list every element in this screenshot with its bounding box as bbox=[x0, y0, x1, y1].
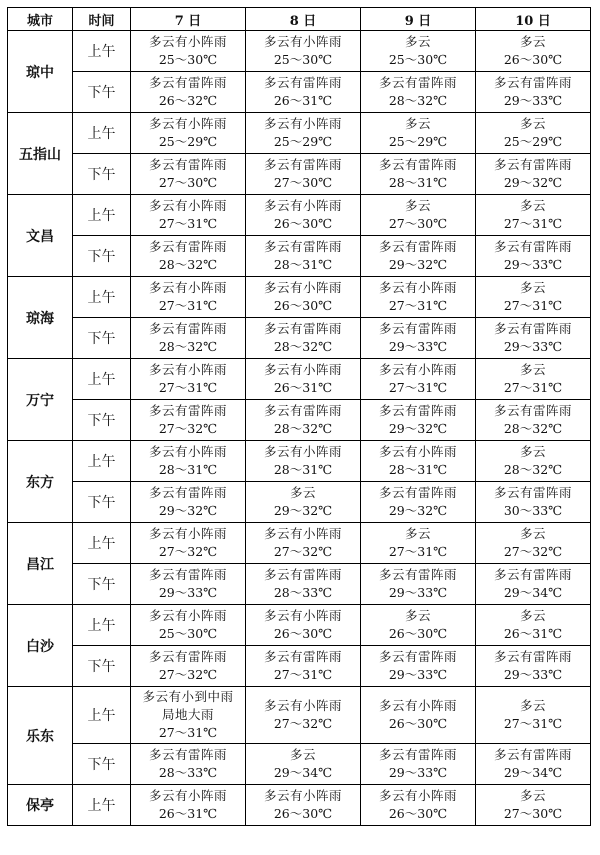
weather-condition: 多云有雷阵雨 bbox=[493, 157, 572, 172]
forecast-cell bbox=[131, 564, 246, 605]
temperature-range: 28～31℃ bbox=[388, 175, 448, 190]
temperature-range: 29～33℃ bbox=[158, 585, 218, 600]
forecast-cell bbox=[246, 482, 361, 523]
time-period: 下午 bbox=[73, 646, 131, 687]
temperature-range: 27～30℃ bbox=[388, 216, 448, 231]
weather-condition: 多云有雷阵雨 bbox=[263, 649, 342, 664]
weather-condition: 多云有雷阵雨 bbox=[263, 567, 342, 582]
forecast-cell bbox=[131, 646, 246, 687]
forecast-cell bbox=[246, 646, 361, 687]
temperature-range: 28～31℃ bbox=[388, 462, 448, 477]
weather-condition: 多云有雷阵雨 bbox=[493, 485, 572, 500]
weather-condition: 多云有小阵雨 bbox=[148, 444, 227, 459]
forecast-cell bbox=[246, 31, 361, 72]
forecast-cell bbox=[131, 154, 246, 195]
temperature-range: 29～33℃ bbox=[388, 585, 448, 600]
table-row bbox=[8, 482, 591, 523]
city-name: 保亭 bbox=[8, 785, 73, 826]
temperature-range: 28～32℃ bbox=[158, 339, 218, 354]
forecast-cell bbox=[476, 482, 591, 523]
header-day-7: 7 日 bbox=[131, 8, 246, 31]
table-row bbox=[8, 72, 591, 113]
weather-condition: 多云有小阵雨 bbox=[263, 444, 342, 459]
forecast-cell bbox=[476, 785, 591, 826]
weather-condition: 多云有小阵雨 bbox=[148, 362, 227, 377]
time-period: 上午 bbox=[73, 31, 131, 72]
weather-condition: 多云有小阵雨 bbox=[263, 526, 342, 541]
weather-condition: 多云 bbox=[404, 608, 431, 623]
temperature-range: 29～32℃ bbox=[158, 503, 218, 518]
weather-condition: 多云有雷阵雨 bbox=[493, 567, 572, 582]
weather-condition: 多云有雷阵雨 bbox=[493, 403, 572, 418]
forecast-cell bbox=[476, 564, 591, 605]
weather-condition: 多云有小到中雨 bbox=[142, 689, 234, 704]
forecast-cell bbox=[246, 605, 361, 646]
weather-condition-extra: 局地大雨 bbox=[161, 707, 214, 722]
temperature-range: 25～29℃ bbox=[388, 134, 448, 149]
temperature-range: 29～34℃ bbox=[503, 765, 563, 780]
temperature-range: 27～32℃ bbox=[158, 667, 218, 682]
forecast-body bbox=[8, 31, 591, 826]
temperature-range: 26～32℃ bbox=[158, 93, 218, 108]
table-row bbox=[8, 400, 591, 441]
city-name: 琼海 bbox=[8, 277, 73, 359]
temperature-range: 28～32℃ bbox=[273, 421, 333, 436]
temperature-range: 28～33℃ bbox=[273, 585, 333, 600]
city-name: 乐东 bbox=[8, 687, 73, 785]
header-time: 时间 bbox=[73, 8, 131, 31]
temperature-range: 26～31℃ bbox=[158, 806, 218, 821]
forecast-cell bbox=[246, 113, 361, 154]
weather-condition: 多云 bbox=[519, 444, 546, 459]
forecast-cell bbox=[361, 113, 476, 154]
header-day-9: 9 日 bbox=[361, 8, 476, 31]
time-period: 上午 bbox=[73, 441, 131, 482]
forecast-cell bbox=[131, 744, 246, 785]
forecast-cell bbox=[246, 72, 361, 113]
table-row bbox=[8, 31, 591, 72]
forecast-cell bbox=[361, 441, 476, 482]
time-period: 下午 bbox=[73, 154, 131, 195]
weather-condition: 多云 bbox=[404, 116, 431, 131]
forecast-cell bbox=[131, 195, 246, 236]
forecast-cell bbox=[476, 31, 591, 72]
time-period: 下午 bbox=[73, 744, 131, 785]
temperature-range: 30～33℃ bbox=[503, 503, 563, 518]
forecast-cell bbox=[131, 441, 246, 482]
temperature-range: 25～29℃ bbox=[158, 134, 218, 149]
weather-condition: 多云有雷阵雨 bbox=[378, 747, 457, 762]
forecast-cell bbox=[476, 277, 591, 318]
weather-condition: 多云有雷阵雨 bbox=[378, 485, 457, 500]
forecast-cell bbox=[131, 523, 246, 564]
time-period: 下午 bbox=[73, 564, 131, 605]
temperature-range: 27～31℃ bbox=[388, 298, 448, 313]
weather-condition: 多云有雷阵雨 bbox=[378, 157, 457, 172]
weather-condition: 多云有雷阵雨 bbox=[493, 649, 572, 664]
forecast-cell bbox=[246, 154, 361, 195]
temperature-range: 26～30℃ bbox=[273, 298, 333, 313]
weather-condition: 多云 bbox=[519, 526, 546, 541]
temperature-range: 27～31℃ bbox=[388, 380, 448, 395]
temperature-range: 26～30℃ bbox=[273, 806, 333, 821]
temperature-range: 26～31℃ bbox=[273, 380, 333, 395]
weather-condition: 多云有小阵雨 bbox=[148, 788, 227, 803]
forecast-cell bbox=[361, 154, 476, 195]
table-row bbox=[8, 687, 591, 744]
forecast-cell bbox=[476, 441, 591, 482]
temperature-range: 27～31℃ bbox=[503, 716, 563, 731]
temperature-range: 28～32℃ bbox=[158, 257, 218, 272]
weather-condition: 多云有小阵雨 bbox=[148, 34, 227, 49]
city-name: 昌江 bbox=[8, 523, 73, 605]
forecast-cell bbox=[361, 646, 476, 687]
forecast-cell bbox=[361, 564, 476, 605]
weather-condition: 多云有小阵雨 bbox=[263, 198, 342, 213]
forecast-cell bbox=[476, 605, 591, 646]
weather-condition: 多云有雷阵雨 bbox=[148, 321, 227, 336]
weather-condition: 多云 bbox=[519, 362, 546, 377]
forecast-cell bbox=[476, 400, 591, 441]
city-name: 白沙 bbox=[8, 605, 73, 687]
city-name: 琼中 bbox=[8, 31, 73, 113]
weather-condition: 多云有小阵雨 bbox=[148, 116, 227, 131]
weather-condition: 多云有雷阵雨 bbox=[378, 567, 457, 582]
forecast-cell bbox=[476, 318, 591, 359]
temperature-range: 27～31℃ bbox=[158, 725, 218, 740]
time-period: 下午 bbox=[73, 482, 131, 523]
table-row bbox=[8, 785, 591, 826]
weather-condition: 多云有雷阵雨 bbox=[263, 239, 342, 254]
forecast-cell bbox=[131, 31, 246, 72]
header-row bbox=[8, 8, 591, 31]
forecast-cell bbox=[361, 523, 476, 564]
temperature-range: 29～33℃ bbox=[503, 667, 563, 682]
temperature-range: 29～32℃ bbox=[388, 421, 448, 436]
weather-condition: 多云有雷阵雨 bbox=[378, 649, 457, 664]
temperature-range: 25～29℃ bbox=[503, 134, 563, 149]
weather-condition: 多云有雷阵雨 bbox=[148, 747, 227, 762]
temperature-range: 25～30℃ bbox=[273, 52, 333, 67]
weather-condition: 多云有雷阵雨 bbox=[263, 321, 342, 336]
forecast-cell bbox=[361, 359, 476, 400]
city-name: 万宁 bbox=[8, 359, 73, 441]
temperature-range: 27～32℃ bbox=[273, 544, 333, 559]
header-city: 城市 bbox=[8, 8, 73, 31]
header-day-10: 10 日 bbox=[476, 8, 591, 31]
temperature-range: 29～32℃ bbox=[388, 257, 448, 272]
temperature-range: 29～32℃ bbox=[273, 503, 333, 518]
weather-condition: 多云有小阵雨 bbox=[378, 698, 457, 713]
weather-condition: 多云有雷阵雨 bbox=[378, 321, 457, 336]
city-name: 文昌 bbox=[8, 195, 73, 277]
forecast-cell bbox=[361, 400, 476, 441]
header-day-8: 8 日 bbox=[246, 8, 361, 31]
weather-condition: 多云有小阵雨 bbox=[263, 280, 342, 295]
forecast-cell bbox=[131, 72, 246, 113]
temperature-range: 27～30℃ bbox=[273, 175, 333, 190]
weather-condition: 多云有小阵雨 bbox=[263, 698, 342, 713]
weather-condition: 多云 bbox=[519, 608, 546, 623]
time-period: 上午 bbox=[73, 785, 131, 826]
temperature-range: 26～30℃ bbox=[273, 216, 333, 231]
temperature-range: 26～31℃ bbox=[503, 626, 563, 641]
time-period: 上午 bbox=[73, 687, 131, 744]
temperature-range: 28～32℃ bbox=[273, 339, 333, 354]
temperature-range: 28～31℃ bbox=[158, 462, 218, 477]
temperature-range: 29～32℃ bbox=[503, 175, 563, 190]
forecast-document bbox=[7, 7, 591, 826]
weather-condition: 多云 bbox=[404, 198, 431, 213]
city-name: 东方 bbox=[8, 441, 73, 523]
temperature-range: 29～33℃ bbox=[388, 667, 448, 682]
weather-condition: 多云 bbox=[519, 788, 546, 803]
forecast-cell bbox=[476, 113, 591, 154]
time-period: 下午 bbox=[73, 400, 131, 441]
temperature-range: 26～31℃ bbox=[273, 93, 333, 108]
forecast-cell bbox=[131, 277, 246, 318]
forecast-cell bbox=[476, 72, 591, 113]
table-row bbox=[8, 359, 591, 400]
forecast-cell bbox=[361, 687, 476, 744]
weather-condition: 多云有雷阵雨 bbox=[263, 75, 342, 90]
temperature-range: 25～29℃ bbox=[273, 134, 333, 149]
forecast-cell bbox=[246, 195, 361, 236]
weather-condition: 多云有小阵雨 bbox=[378, 280, 457, 295]
forecast-cell bbox=[246, 318, 361, 359]
forecast-cell bbox=[246, 236, 361, 277]
weather-condition: 多云有雷阵雨 bbox=[148, 239, 227, 254]
forecast-cell bbox=[131, 359, 246, 400]
temperature-range: 25～30℃ bbox=[388, 52, 448, 67]
temperature-range: 27～31℃ bbox=[273, 667, 333, 682]
weather-condition: 多云 bbox=[519, 698, 546, 713]
forecast-cell bbox=[361, 482, 476, 523]
forecast-cell bbox=[131, 318, 246, 359]
table-row bbox=[8, 744, 591, 785]
forecast-cell bbox=[131, 113, 246, 154]
temperature-range: 27～32℃ bbox=[503, 544, 563, 559]
table-row bbox=[8, 113, 591, 154]
temperature-range: 25～30℃ bbox=[158, 626, 218, 641]
weather-condition: 多云 bbox=[519, 198, 546, 213]
weather-condition: 多云有小阵雨 bbox=[148, 198, 227, 213]
temperature-range: 27～31℃ bbox=[158, 216, 218, 231]
forecast-cell bbox=[246, 564, 361, 605]
forecast-cell bbox=[361, 785, 476, 826]
table-row bbox=[8, 195, 591, 236]
forecast-cell bbox=[246, 523, 361, 564]
weather-condition: 多云有小阵雨 bbox=[263, 608, 342, 623]
temperature-range: 27～32℃ bbox=[158, 544, 218, 559]
weather-condition: 多云有雷阵雨 bbox=[148, 75, 227, 90]
forecast-cell bbox=[361, 236, 476, 277]
temperature-range: 27～32℃ bbox=[158, 421, 218, 436]
weather-condition: 多云 bbox=[519, 34, 546, 49]
temperature-range: 27～31℃ bbox=[388, 544, 448, 559]
temperature-range: 28～32℃ bbox=[503, 421, 563, 436]
forecast-cell bbox=[476, 236, 591, 277]
forecast-cell bbox=[131, 785, 246, 826]
temperature-range: 29～33℃ bbox=[503, 93, 563, 108]
table-row bbox=[8, 154, 591, 195]
forecast-cell bbox=[246, 687, 361, 744]
table-row bbox=[8, 441, 591, 482]
temperature-range: 26～30℃ bbox=[503, 52, 563, 67]
temperature-range: 26～30℃ bbox=[388, 716, 448, 731]
table-row bbox=[8, 564, 591, 605]
temperature-range: 27～31℃ bbox=[503, 380, 563, 395]
temperature-range: 27～31℃ bbox=[158, 298, 218, 313]
forecast-cell bbox=[476, 687, 591, 744]
forecast-cell bbox=[246, 359, 361, 400]
temperature-range: 29～33℃ bbox=[503, 339, 563, 354]
weather-condition: 多云有雷阵雨 bbox=[493, 321, 572, 336]
temperature-range: 26～30℃ bbox=[388, 806, 448, 821]
weather-condition: 多云有雷阵雨 bbox=[493, 747, 572, 762]
temperature-range: 29～34℃ bbox=[503, 585, 563, 600]
forecast-cell bbox=[361, 605, 476, 646]
temperature-range: 27～31℃ bbox=[503, 216, 563, 231]
forecast-cell bbox=[361, 744, 476, 785]
weather-condition: 多云有小阵雨 bbox=[263, 362, 342, 377]
table-row bbox=[8, 277, 591, 318]
weather-condition: 多云有雷阵雨 bbox=[493, 75, 572, 90]
weather-condition: 多云有雷阵雨 bbox=[148, 649, 227, 664]
temperature-range: 28～32℃ bbox=[388, 93, 448, 108]
temperature-range: 28～32℃ bbox=[503, 462, 563, 477]
weather-condition: 多云有小阵雨 bbox=[148, 526, 227, 541]
weather-condition: 多云有雷阵雨 bbox=[148, 485, 227, 500]
forecast-cell bbox=[131, 605, 246, 646]
temperature-range: 29～33℃ bbox=[388, 765, 448, 780]
temperature-range: 25～30℃ bbox=[158, 52, 218, 67]
weather-condition: 多云 bbox=[289, 747, 316, 762]
table-row bbox=[8, 605, 591, 646]
forecast-cell bbox=[361, 72, 476, 113]
temperature-range: 29～33℃ bbox=[503, 257, 563, 272]
time-period: 上午 bbox=[73, 195, 131, 236]
temperature-range: 29～34℃ bbox=[273, 765, 333, 780]
forecast-cell bbox=[246, 400, 361, 441]
forecast-cell bbox=[131, 482, 246, 523]
forecast-cell bbox=[361, 277, 476, 318]
weather-forecast-table bbox=[7, 7, 591, 826]
forecast-cell bbox=[131, 400, 246, 441]
forecast-cell bbox=[361, 195, 476, 236]
weather-condition: 多云 bbox=[519, 116, 546, 131]
time-period: 上午 bbox=[73, 523, 131, 564]
weather-condition: 多云 bbox=[289, 485, 316, 500]
forecast-cell bbox=[476, 646, 591, 687]
weather-condition: 多云有雷阵雨 bbox=[263, 157, 342, 172]
forecast-cell bbox=[361, 31, 476, 72]
temperature-range: 29～33℃ bbox=[388, 339, 448, 354]
time-period: 上午 bbox=[73, 605, 131, 646]
temperature-range: 28～31℃ bbox=[273, 462, 333, 477]
time-period: 上午 bbox=[73, 277, 131, 318]
forecast-cell bbox=[131, 687, 246, 744]
weather-condition: 多云有雷阵雨 bbox=[148, 157, 227, 172]
forecast-cell bbox=[476, 523, 591, 564]
time-period: 下午 bbox=[73, 236, 131, 277]
weather-condition: 多云有小阵雨 bbox=[378, 444, 457, 459]
weather-condition: 多云有小阵雨 bbox=[263, 116, 342, 131]
time-period: 上午 bbox=[73, 359, 131, 400]
weather-condition: 多云 bbox=[404, 526, 431, 541]
table-row bbox=[8, 523, 591, 564]
weather-condition: 多云有小阵雨 bbox=[263, 788, 342, 803]
weather-condition: 多云有雷阵雨 bbox=[378, 239, 457, 254]
forecast-cell bbox=[476, 744, 591, 785]
time-period: 下午 bbox=[73, 72, 131, 113]
weather-condition: 多云有雷阵雨 bbox=[378, 403, 457, 418]
forecast-cell bbox=[476, 154, 591, 195]
weather-condition: 多云有小阵雨 bbox=[378, 362, 457, 377]
temperature-range: 26～30℃ bbox=[273, 626, 333, 641]
weather-condition: 多云有雷阵雨 bbox=[378, 75, 457, 90]
weather-condition: 多云有小阵雨 bbox=[148, 608, 227, 623]
forecast-cell bbox=[476, 195, 591, 236]
weather-condition: 多云有雷阵雨 bbox=[263, 403, 342, 418]
table-row bbox=[8, 318, 591, 359]
time-period: 下午 bbox=[73, 318, 131, 359]
temperature-range: 27～31℃ bbox=[158, 380, 218, 395]
table-row bbox=[8, 236, 591, 277]
temperature-range: 26～30℃ bbox=[388, 626, 448, 641]
forecast-cell bbox=[246, 785, 361, 826]
forecast-cell bbox=[476, 359, 591, 400]
temperature-range: 28～31℃ bbox=[273, 257, 333, 272]
weather-condition: 多云有雷阵雨 bbox=[493, 239, 572, 254]
temperature-range: 27～32℃ bbox=[273, 716, 333, 731]
weather-condition: 多云 bbox=[519, 280, 546, 295]
weather-condition: 多云 bbox=[404, 34, 431, 49]
forecast-cell bbox=[246, 277, 361, 318]
forecast-cell bbox=[131, 236, 246, 277]
temperature-range: 28～33℃ bbox=[158, 765, 218, 780]
table-row bbox=[8, 646, 591, 687]
city-name: 五指山 bbox=[8, 113, 73, 195]
weather-condition: 多云有小阵雨 bbox=[148, 280, 227, 295]
temperature-range: 27～31℃ bbox=[503, 298, 563, 313]
weather-condition: 多云有小阵雨 bbox=[263, 34, 342, 49]
forecast-cell bbox=[246, 441, 361, 482]
temperature-range: 27～30℃ bbox=[503, 806, 563, 821]
weather-condition: 多云有雷阵雨 bbox=[148, 567, 227, 582]
weather-condition: 多云有雷阵雨 bbox=[148, 403, 227, 418]
forecast-cell bbox=[361, 318, 476, 359]
forecast-cell bbox=[246, 744, 361, 785]
temperature-range: 29～32℃ bbox=[388, 503, 448, 518]
temperature-range: 27～30℃ bbox=[158, 175, 218, 190]
time-period: 上午 bbox=[73, 113, 131, 154]
weather-condition: 多云有小阵雨 bbox=[378, 788, 457, 803]
